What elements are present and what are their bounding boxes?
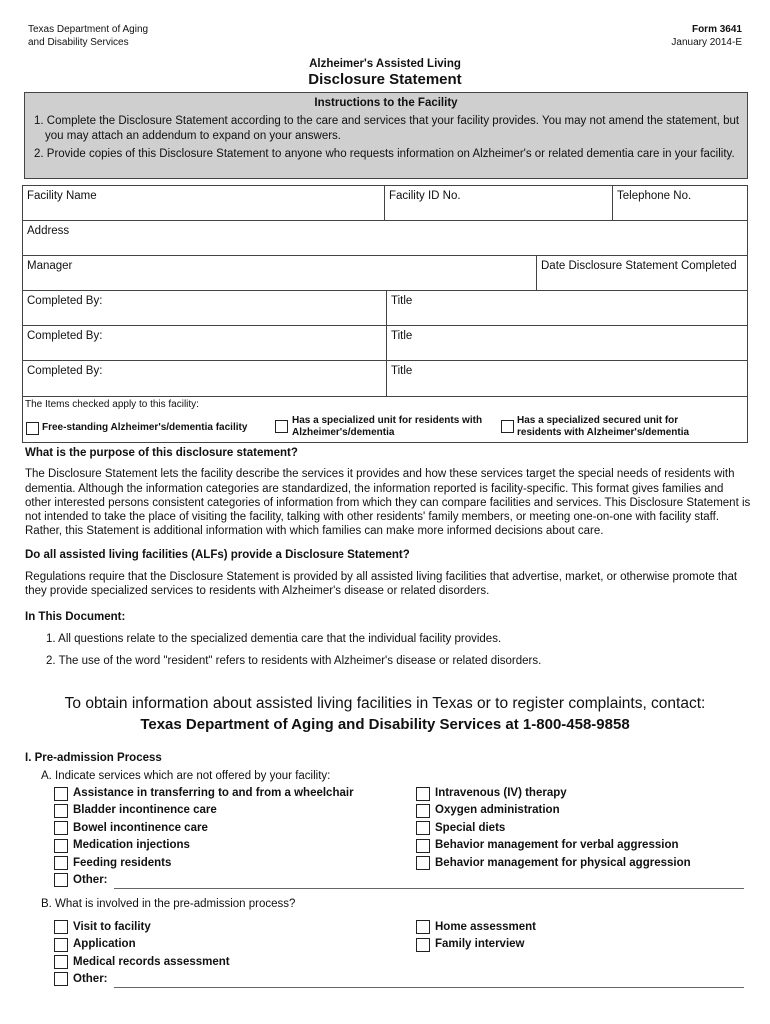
secured-unit-label-line1: Has a specialized secured unit for <box>517 415 679 426</box>
checkbox-application[interactable] <box>54 938 68 952</box>
other-b-input-line[interactable] <box>114 987 744 988</box>
checkbox-home-assessment[interactable] <box>416 920 430 934</box>
purpose-line-2: dementia. Although the information categories are standardized, the information reported is facility-specific. This format gives families and <box>25 483 724 495</box>
agency-line-2: and Disability Services <box>28 37 129 48</box>
in-document-heading: In This Document: <box>25 611 126 623</box>
title-field-3[interactable]: Title <box>391 365 413 377</box>
other-a-input-line[interactable] <box>114 888 744 889</box>
contact-line-1: To obtain information about assisted living facilities in Texas or to register complaints, contact: <box>64 695 706 712</box>
checkbox-verbal-aggression[interactable] <box>416 839 430 853</box>
option-family-interview: Family interview <box>435 938 525 950</box>
option-other-a: Other: <box>73 874 108 886</box>
checkbox-bladder-care[interactable] <box>54 804 68 818</box>
date-completed-field[interactable]: Date Disclosure Statement Completed <box>541 260 737 272</box>
checkbox-other-b[interactable] <box>54 972 68 986</box>
title-field-1[interactable]: Title <box>391 295 413 307</box>
option-application: Application <box>73 938 136 950</box>
in-document-item-2: 2. The use of the word "resident" refers to residents with Alzheimer's disease or related disorders. <box>46 655 542 667</box>
address-field[interactable]: Address <box>27 225 70 237</box>
option-iv-therapy: Intravenous (IV) therapy <box>435 787 567 799</box>
facility-info-grid <box>22 185 748 397</box>
instructions-heading: Instructions to the Facility <box>314 97 458 109</box>
instruction-1-cont: you may attach an addendum to expand on your answers. <box>45 130 341 142</box>
page-title: Disclosure Statement <box>308 71 462 88</box>
checkbox-bowel-care[interactable] <box>54 821 68 835</box>
form-number: Form 3641 <box>691 24 742 35</box>
telephone-field[interactable]: Telephone No. <box>617 190 692 202</box>
option-bowel-care: Bowel incontinence care <box>73 822 208 834</box>
checkbox-physical-aggression[interactable] <box>416 856 430 870</box>
question-a: A. Indicate services which are not offered by your facility: <box>41 770 331 782</box>
secured-unit-label <box>517 415 689 439</box>
completed-by-field-1[interactable]: Completed By: <box>27 295 103 307</box>
title-field-2[interactable]: Title <box>391 330 413 342</box>
alfs-line-1: Regulations require that the Disclosure Statement is provided by all assisted living facilities that advertise, market, or otherwise promote that <box>25 571 738 583</box>
specialized-unit-label <box>292 415 482 439</box>
option-oxygen: Oxygen administration <box>435 804 560 816</box>
section-1-heading: I. Pre-admission Process <box>25 752 162 764</box>
freestanding-checkbox[interactable] <box>26 422 39 435</box>
option-feeding-residents: Feeding residents <box>73 857 172 869</box>
specialized-unit-label-line1: Has a specialized unit for residents with <box>292 415 483 426</box>
facility-type-intro: The Items checked apply to this facility: <box>25 399 199 410</box>
checkbox-iv-therapy[interactable] <box>416 787 430 801</box>
alfs-line-2: they provide specialized services to residents with Alzheimer's disease or related disorders. <box>25 585 490 597</box>
option-special-diets: Special diets <box>435 822 506 834</box>
agency-line-1: Texas Department of Aging <box>28 24 149 35</box>
completed-by-field-3[interactable]: Completed By: <box>27 365 103 377</box>
form-date: January 2014-E <box>671 37 742 48</box>
option-medication-injections: Medication injections <box>73 839 190 851</box>
checkbox-medication-injections[interactable] <box>54 839 68 853</box>
option-other-b: Other: <box>73 973 108 985</box>
option-physical-aggression: Behavior management for physical aggression <box>435 857 691 869</box>
option-medical-records: Medical records assessment <box>73 956 230 968</box>
checkbox-wheelchair-transfer[interactable] <box>54 787 68 801</box>
specialized-unit-label-line2: Alzheimer's/dementia <box>292 427 395 438</box>
purpose-line-1: The Disclosure Statement lets the facility describe the services it provides and how these services target the special needs of residents with <box>25 468 735 480</box>
instructions-box <box>24 92 748 179</box>
checkbox-medical-records[interactable] <box>54 955 68 969</box>
purpose-line-5: Rather, this Statement is additional information with which families can make more informed decisions about care. <box>25 525 604 537</box>
option-wheelchair-transfer: Assistance in transferring to and from a wheelchair <box>73 787 354 799</box>
checkbox-family-interview[interactable] <box>416 938 430 952</box>
checkbox-visit-facility[interactable] <box>54 920 68 934</box>
contact-line-2: Texas Department of Aging and Disability Services at 1-800-458-9858 <box>140 716 630 733</box>
instruction-1: 1. Complete the Disclosure Statement according to the care and services that your facility provides. You may not amend the statement, but <box>34 115 740 127</box>
option-verbal-aggression: Behavior management for verbal aggression <box>435 839 679 851</box>
option-home-assessment: Home assessment <box>435 921 536 933</box>
alfs-heading: Do all assisted living facilities (ALFs) provide a Disclosure Statement? <box>25 549 410 561</box>
checkbox-other-a[interactable] <box>54 873 68 887</box>
specialized-unit-checkbox[interactable] <box>275 420 288 433</box>
purpose-line-3: other interested persons consistent categories of information from which they can compare facilities and services. This Disclosure Statement is <box>25 497 751 509</box>
checkbox-oxygen[interactable] <box>416 804 430 818</box>
form-subtitle: Alzheimer's Assisted Living <box>309 58 461 70</box>
facility-name-field[interactable]: Facility Name <box>27 190 97 202</box>
secured-unit-checkbox[interactable] <box>501 420 514 433</box>
freestanding-label: Free-standing Alzheimer's/dementia facility <box>42 422 248 433</box>
instruction-2: 2. Provide copies of this Disclosure Statement to anyone who requests information on Alzheimer's or related dementia care in your facility. <box>34 148 735 160</box>
in-document-item-1: 1. All questions relate to the specialized dementia care that the individual facility provides. <box>46 633 502 645</box>
completed-by-field-2[interactable]: Completed By: <box>27 330 103 342</box>
checkbox-feeding-residents[interactable] <box>54 856 68 870</box>
purpose-heading: What is the purpose of this disclosure statement? <box>25 447 298 459</box>
facility-id-field[interactable]: Facility ID No. <box>389 190 461 202</box>
secured-unit-label-line2: residents with Alzheimer's/dementia <box>517 427 690 438</box>
purpose-line-4: not intended to take the place of visiting the facility, talking with other residents' family members, or meeting one-on-one with facility staff. <box>25 511 720 523</box>
option-visit-facility: Visit to facility <box>73 921 151 933</box>
manager-field[interactable]: Manager <box>27 260 73 272</box>
option-bladder-care: Bladder incontinence care <box>73 804 217 816</box>
question-b: B. What is involved in the pre-admission process? <box>41 898 296 910</box>
checkbox-special-diets[interactable] <box>416 821 430 835</box>
